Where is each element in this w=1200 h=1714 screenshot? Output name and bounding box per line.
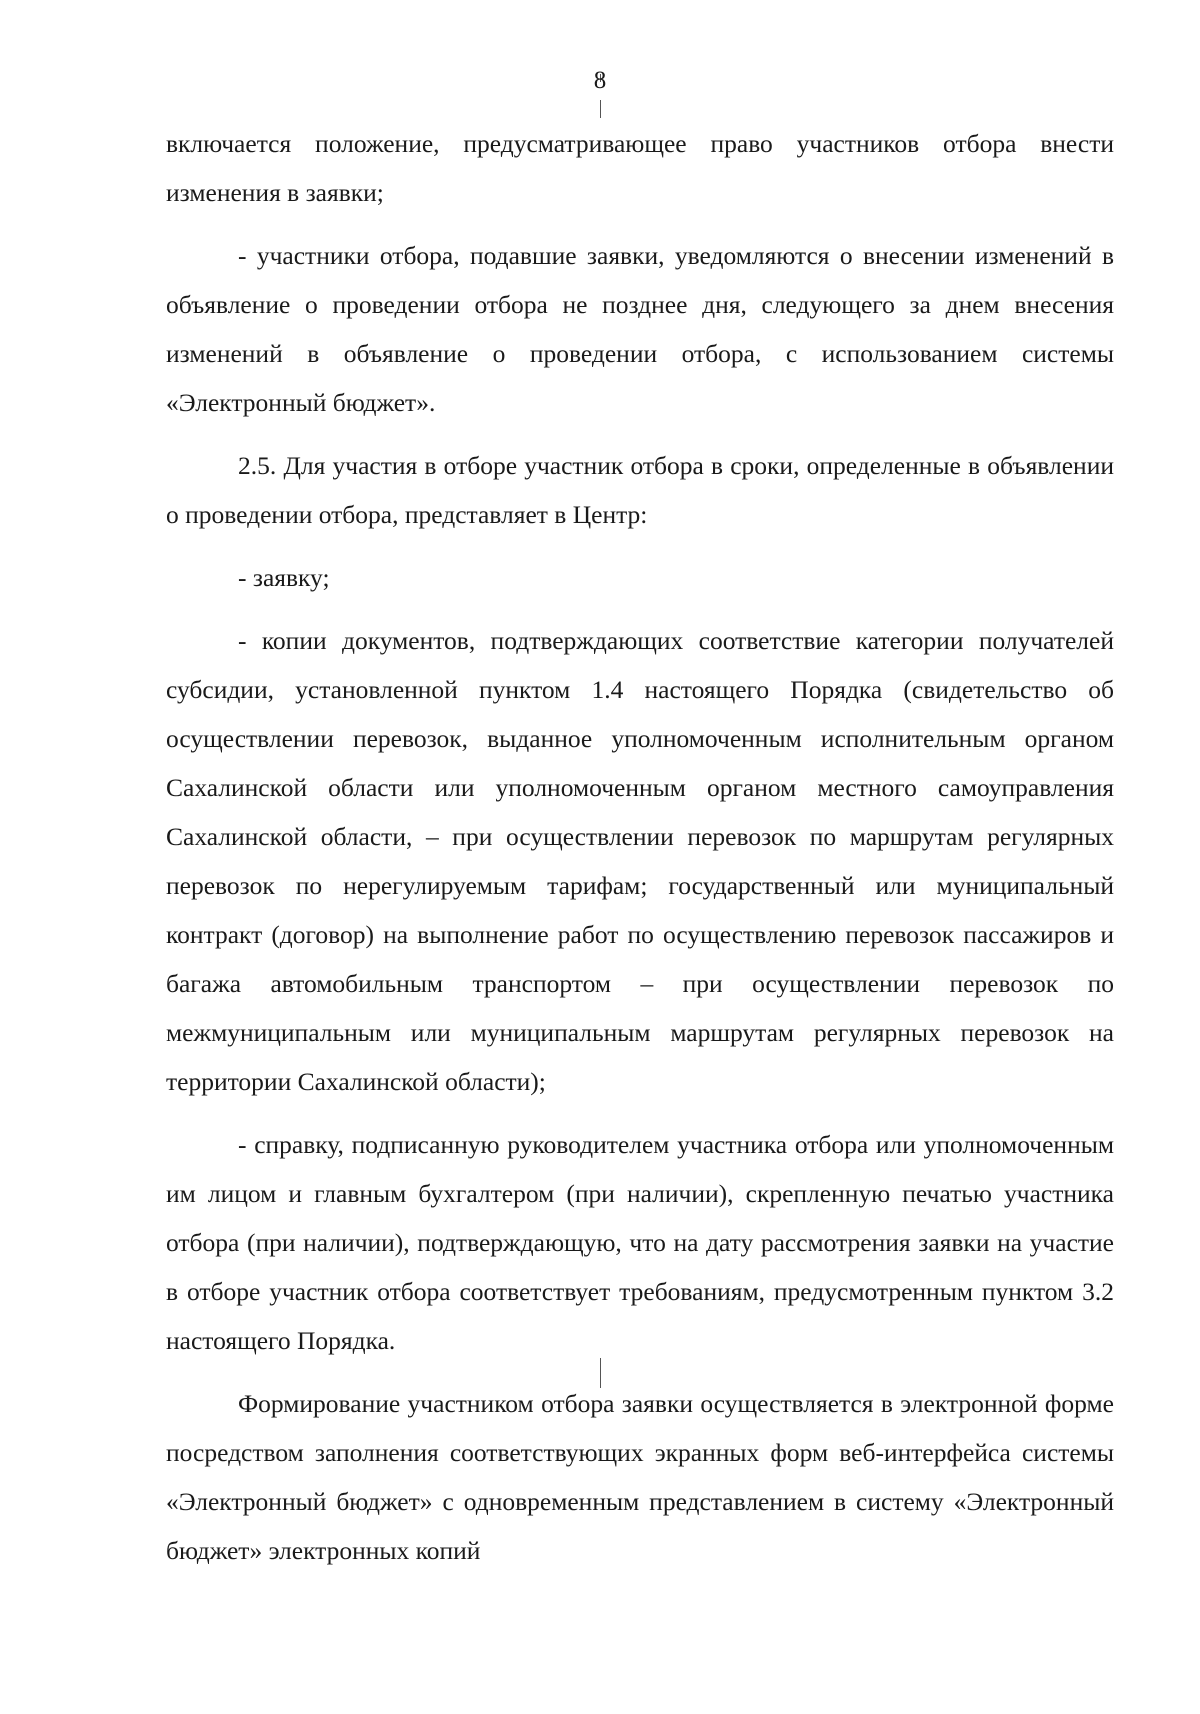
page-number: 8 <box>593 67 607 94</box>
paragraph-application-item: - заявку; <box>238 563 330 592</box>
document-body <box>166 119 1114 1575</box>
paragraph-continuation: включается положение, предусматривающее право участников отбора внести изменения в заявки; <box>166 129 1114 207</box>
paragraph-document-copies-item: - копии документов, подтверждающих соответствие категории получателей субсидии, установленной пунктом 1.4 настоящего Порядка (свидетельство об осуществлении перевозок, выданное уполномоченным исполнительным органом Сахалинской области или уполномоченным органом местного самоуправления Сахалинской области, – при осуществлении перевозок по маршрутам регулярных перевозок по нерегулируемым тарифам; государственный или муниципальный контракт (договор) на выполнение работ по осуществлению перевозок пассажиров и багажа автомобильным транспортом – при осуществлении перевозок по межмуниципальным или муниципальным маршрутам регулярных перевозок на территории Сахалинской области); <box>166 626 1114 1096</box>
paragraph-section-2-5: 2.5. Для участия в отборе участник отбора в сроки, определенные в объявлении о проведении отбора, представляет в Центр: <box>166 451 1114 529</box>
scan-artifact-line <box>600 100 601 118</box>
paragraph-electronic-submission: Формирование участником отбора заявки осуществляется в электронной форме посредством заполнения соответствующих экранных форм веб-интерфейса системы «Электронный бюджет» с одновременным представлением в систему «Электронный бюджет» электронных копий <box>166 1389 1114 1565</box>
paragraph-notification-item: - участники отбора, подавшие заявки, уведомляются о внесении изменений в объявление о проведении отбора не позднее дня, следующего за днем внесения изменений в объявление о проведении отбора, с использованием системы «Электронный бюджет». <box>166 241 1114 417</box>
paragraph-certificate-item: - справку, подписанную руководителем участника отбора или уполномоченным им лицом и главным бухгалтером (при наличии), скрепленную печатью участника отбора (при наличии), подтверждающую, что на дату рассмотрения заявки на участие в отборе участник отбора соответствует требованиям, предусмотренным пунктом 3.2 настоящего Порядка. <box>166 1130 1114 1355</box>
